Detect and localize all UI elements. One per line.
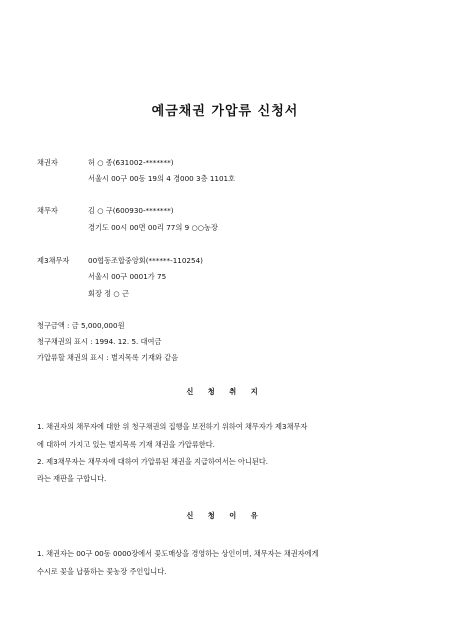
third-debtor-address: 서울시 00구 0001가 75 xyxy=(88,272,167,281)
seizure-description: 가압류할 채권의 표시 : 별지목록 기재와 같음 xyxy=(37,353,179,362)
purpose-heading: 신 청 취 지 xyxy=(186,387,264,396)
claim-amount: 청구금액 : 금 5,000,000원 xyxy=(37,321,125,330)
creditor-label: 채권자 xyxy=(37,158,58,167)
purpose-closing: 라는 재판을 구합니다. xyxy=(37,474,107,483)
purpose-paragraph-1-line-2: 에 대하여 가지고 있는 별지목록 기재 채권을 가압류한다. xyxy=(37,440,215,449)
debtor-address: 경기도 00시 00면 00리 77의 9 ○○농장 xyxy=(88,223,218,232)
third-debtor-name: 00협동조합중앙회(******-110254) xyxy=(88,256,203,265)
debtor-label: 채무자 xyxy=(37,206,58,215)
document-title: 예금채권 가압류 신청서 xyxy=(151,104,299,119)
third-debtor-rep: 회장 정 ○ 근 xyxy=(88,289,129,298)
purpose-paragraph-1-line-1: 1. 채권자의 채무자에 대한 위 청구채권의 집행을 보전하기 위하여 채무자가 제3채무자 xyxy=(37,422,308,431)
reason-paragraph-1-line-1: 1. 채권자는 00구 00동 0000장에서 꽃도매상을 경영하는 상인이며, 채무자는 채권자에게 xyxy=(37,549,319,558)
creditor-address: 서울시 00구 00동 19의 4 경000 3층 1101호 xyxy=(88,174,236,183)
reason-paragraph-1-line-2: 수시로 꽃을 납품하는 꽃농장 주인입니다. xyxy=(37,567,167,576)
reason-heading: 신 청 이 유 xyxy=(186,511,264,520)
third-debtor-label: 제3채무자 xyxy=(37,256,70,265)
creditor-name: 허 ○ 종(631002-*******) xyxy=(88,158,174,167)
claim-description: 청구채권의 표시 : 1994. 12. 5. 대여금 xyxy=(37,337,162,346)
debtor-name: 김 ○ 구(600930-*******) xyxy=(88,206,174,215)
purpose-paragraph-2: 2. 제3채무자는 채무자에 대하여 가압류된 채권을 지급하여서는 아니된다. xyxy=(37,457,269,466)
